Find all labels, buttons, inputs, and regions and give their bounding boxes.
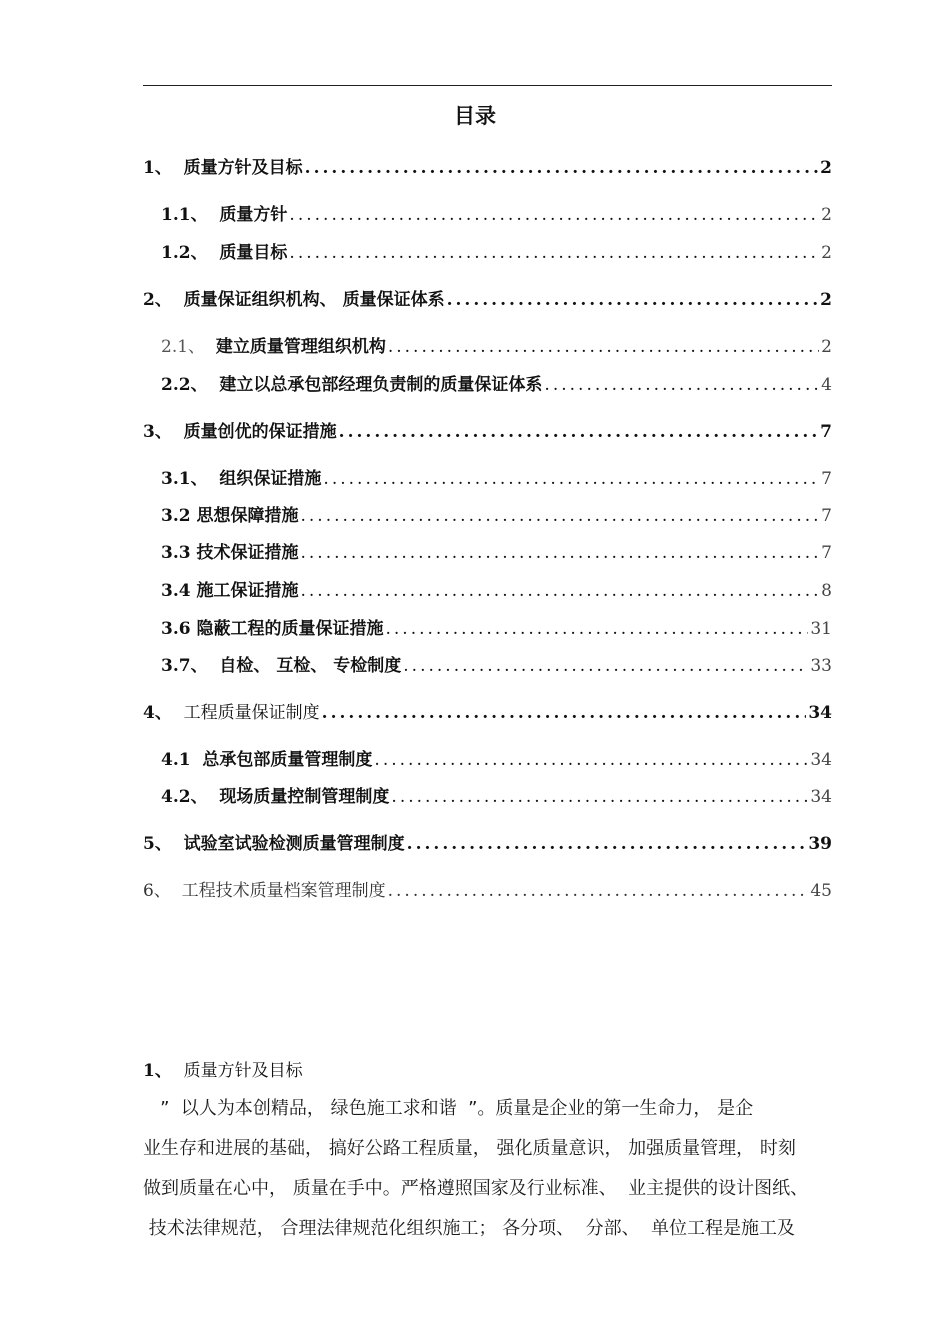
toc-entry-title: 建立质量管理组织机构 <box>215 337 386 357</box>
toc-entry-page: 31 <box>810 619 832 639</box>
toc-entry-number: 3.3 <box>161 543 197 563</box>
toc-entry-title: 总承包部质量管理制度 <box>202 750 373 770</box>
toc-entry-title: 现场质量控制管理制度 <box>219 787 390 807</box>
toc-entry-number: 3.7、 <box>161 656 220 676</box>
toc-entry-page: 2 <box>821 243 832 263</box>
toc-entry[interactable] <box>143 829 832 853</box>
paragraph-line: ” 以人为本创精品， 绿色施工求和谐 ”。质量是企业的第一生命力， 是企 <box>143 1098 754 1119</box>
toc-entry-page: 33 <box>810 656 832 676</box>
toc-title: 目录 <box>454 104 496 128</box>
dot-leader <box>339 422 818 442</box>
toc-entry-number: 4.2、 <box>161 787 220 807</box>
dot-leader <box>386 619 809 639</box>
toc-entry-page: 7 <box>820 422 832 442</box>
toc-entry[interactable] <box>161 782 832 806</box>
toc-entry-page: 34 <box>810 787 832 807</box>
toc-entry-title: 质量方针及目标 <box>183 158 303 178</box>
toc-entry-page: 8 <box>821 581 832 601</box>
dot-leader <box>407 834 807 854</box>
dot-leader <box>301 581 820 601</box>
toc-entry-page: 34 <box>810 750 832 770</box>
dot-leader <box>388 337 819 357</box>
paragraph-line: 业生存和进展的基础， 搞好公路工程质量， 强化质量意识， 加强质量管理， 时刻 <box>143 1138 796 1159</box>
toc-entry[interactable] <box>143 876 832 900</box>
toc-entry-number: 3.6 <box>161 619 197 639</box>
toc-entry[interactable] <box>143 417 832 441</box>
toc-entry-page: 2 <box>821 205 832 225</box>
toc-entry-title: 质量创优的保证措施 <box>183 422 337 442</box>
toc-entry-title: 思想保障措施 <box>196 506 299 526</box>
toc-entry[interactable] <box>161 745 832 769</box>
dot-leader <box>388 881 809 901</box>
toc-entry-number: 3.4 <box>161 581 197 601</box>
toc-entry[interactable] <box>161 614 832 638</box>
section-title: 质量方针及目标 <box>183 1061 303 1081</box>
toc-entry-title: 质量方针 <box>219 205 288 225</box>
toc-entry-title: 建立以总承包部经理负责制的质量保证体系 <box>219 375 543 395</box>
dot-leader <box>374 750 808 770</box>
toc-entry-title: 施工保证措施 <box>196 581 299 601</box>
section-heading <box>143 1056 303 1081</box>
section-number: 1、 <box>143 1061 184 1081</box>
dot-leader <box>544 375 819 395</box>
dot-leader <box>301 506 820 526</box>
toc-entry[interactable] <box>161 370 832 394</box>
toc-entry-page: 7 <box>821 543 832 563</box>
dot-leader <box>391 787 808 807</box>
toc-entry-page: 45 <box>810 881 832 901</box>
toc-entry-page: 2 <box>821 337 832 357</box>
toc-entry-page: 4 <box>821 375 832 395</box>
dot-leader <box>289 243 819 263</box>
toc-entry-number: 2、 <box>143 290 184 310</box>
toc-entry-title: 隐蔽工程的质量保证措施 <box>196 619 384 639</box>
toc-entry-title: 工程技术质量档案管理制度 <box>181 881 386 901</box>
toc-entry-title: 质量目标 <box>219 243 288 263</box>
toc-entry-page: 2 <box>820 158 832 178</box>
paragraph-line: 做到质量在心中， 质量在手中。严格遵照国家及行业标准、 业主提供的设计图纸、 <box>143 1178 809 1199</box>
paragraph-line: 技术法律规范， 合理法律规范化组织施工； 各分项、 分部、 单位工程是施工及 <box>143 1218 796 1239</box>
toc-entry-number: 1.1、 <box>161 205 220 225</box>
toc-entry-number: 3.1、 <box>161 469 220 489</box>
toc-entry[interactable] <box>161 651 832 675</box>
dot-leader <box>403 656 808 676</box>
toc-entry-page: 34 <box>808 703 832 723</box>
dot-leader <box>305 158 818 178</box>
toc-entry[interactable] <box>143 285 832 309</box>
toc-entry-number: 6、 <box>143 881 182 901</box>
toc-entry-title: 工程质量保证制度 <box>183 703 320 723</box>
toc-entry-number: 5、 <box>143 834 184 854</box>
toc-entry-page: 7 <box>821 469 832 489</box>
toc-entry-number: 3、 <box>143 422 184 442</box>
toc-entry-page: 2 <box>820 290 832 310</box>
dot-leader <box>289 205 819 225</box>
dot-leader <box>447 290 819 310</box>
toc-entry-page: 7 <box>821 506 832 526</box>
toc-entry-number: 3.2 <box>161 506 197 526</box>
toc-entry-number: 2.2、 <box>161 375 220 395</box>
toc-entry[interactable] <box>143 698 832 722</box>
toc-entry-title: 质量保证组织机构、 质量保证体系 <box>183 290 445 310</box>
toc-entry-number: 4.1 <box>161 750 203 770</box>
toc-entry-number: 2.1、 <box>161 337 216 357</box>
toc-entry[interactable] <box>143 153 832 177</box>
toc-entry[interactable] <box>161 576 832 600</box>
dot-leader <box>323 469 819 489</box>
toc-entry[interactable] <box>161 200 832 224</box>
header-rule <box>143 85 832 86</box>
toc-entry-number: 1.2、 <box>161 243 220 263</box>
dot-leader <box>301 543 820 563</box>
toc-entry[interactable] <box>161 332 832 356</box>
toc-entry[interactable] <box>161 238 832 262</box>
toc-entry-title: 技术保证措施 <box>196 543 299 563</box>
toc-entry-page: 39 <box>808 834 832 854</box>
toc-entry-title: 自检、 互检、 专检制度 <box>219 656 402 676</box>
toc-entry-title: 组织保证措施 <box>219 469 322 489</box>
toc-entry[interactable] <box>161 538 832 562</box>
toc-entry-number: 1、 <box>143 158 184 178</box>
toc-entry-title: 试验室试验检测质量管理制度 <box>183 834 405 854</box>
toc-entry[interactable] <box>161 501 832 525</box>
dot-leader <box>322 703 807 723</box>
toc-entry-number: 4、 <box>143 703 184 723</box>
toc-entry[interactable] <box>161 464 832 488</box>
